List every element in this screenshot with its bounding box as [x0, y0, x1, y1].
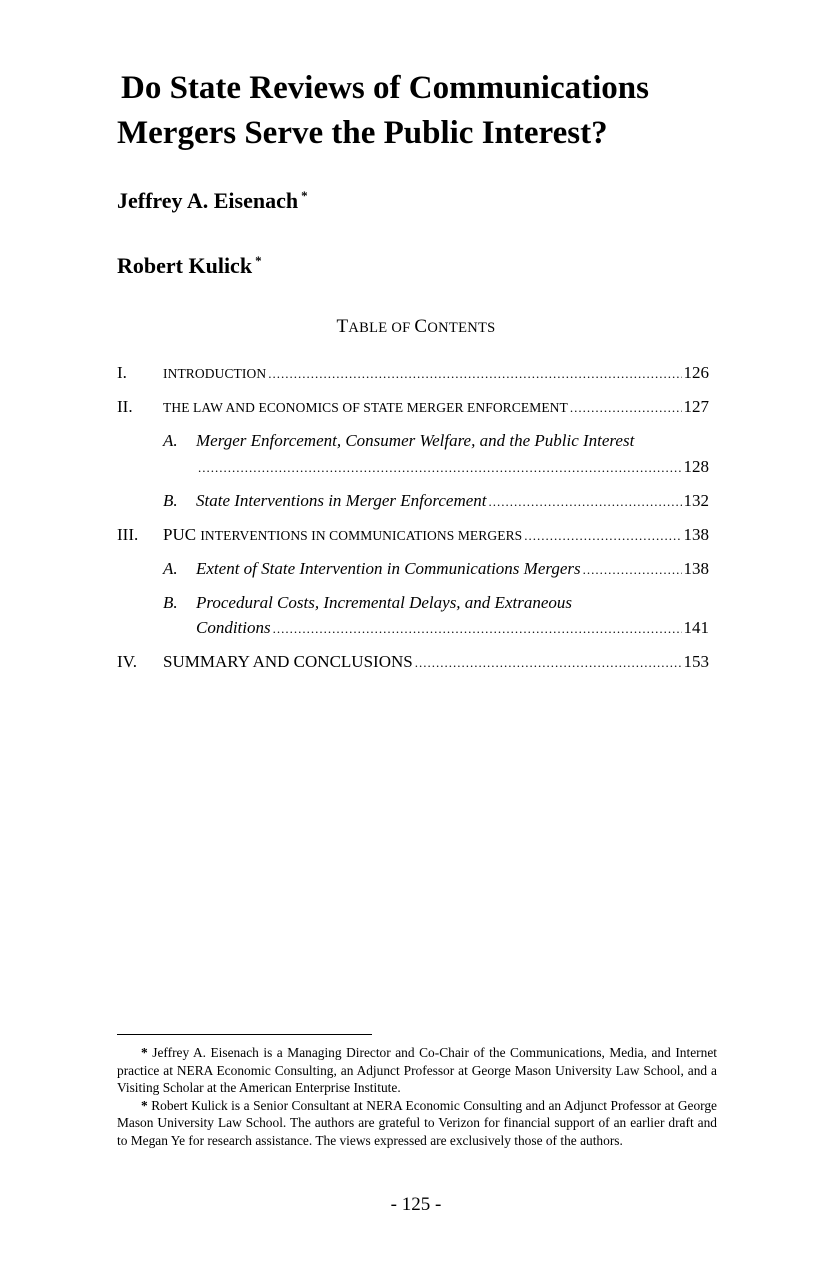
- footnote-mark: *: [141, 1097, 148, 1113]
- toc-heading-small: ABLE OF: [348, 320, 415, 336]
- title-line-1: Do State Reviews of Communications: [121, 70, 649, 106]
- footnote: [117, 1097, 717, 1150]
- toc-entry-label: INTERVENTIONS IN COMMUNICATIONS MERGERS: [200, 528, 523, 543]
- toc-entry-page: 128: [683, 457, 709, 476]
- toc-entry-page: 153: [683, 652, 709, 671]
- toc-leader-dots: [268, 366, 681, 382]
- toc-entry[interactable]: [117, 525, 709, 549]
- author-name: Jeffrey A. Eisenach: [117, 188, 299, 213]
- toc-entry-label-acronym: PUC: [163, 525, 197, 544]
- toc-leader-dots: [583, 562, 682, 578]
- footnotes: [117, 1044, 717, 1149]
- author-footnote-mark[interactable]: *: [255, 252, 262, 268]
- toc-entry-label: State Interventions in Merger Enforcement: [196, 491, 487, 510]
- page-number: - 125 -: [390, 1194, 442, 1215]
- toc-subentry[interactable]: [117, 431, 709, 455]
- toc-entry[interactable]: [117, 652, 709, 676]
- toc-entry-label: Extent of State Intervention in Communications Mergers: [196, 559, 581, 578]
- toc-leader-dots: [570, 400, 682, 416]
- toc-heading-small: ONTENTS: [427, 320, 496, 336]
- author-footnote-mark[interactable]: *: [301, 187, 308, 203]
- toc-subentry[interactable]: [117, 491, 709, 515]
- toc-entry-letter: B.: [163, 491, 178, 510]
- toc-subentry-continuation: [117, 618, 709, 642]
- toc-entry-label: Conditions: [196, 618, 271, 637]
- toc-leader-dots: [273, 621, 682, 637]
- footnote-mark: *: [141, 1045, 148, 1060]
- toc-entry-label: Merger Enforcement, Consumer Welfare, and the Public Interest: [196, 431, 635, 450]
- toc-entry-label: INTRODUCTION: [163, 366, 267, 381]
- toc-subentry[interactable]: [117, 559, 709, 583]
- toc-entry-number: II.: [117, 397, 133, 416]
- toc-entry-number: III.: [117, 525, 139, 544]
- toc-leader-dots: [489, 494, 682, 510]
- toc-entry-label: Procedural Costs, Incremental Delays, and Extraneous: [196, 593, 572, 612]
- toc-entry-page: 138: [683, 559, 709, 578]
- article-title: [117, 66, 737, 156]
- toc-leader-dots: [524, 528, 681, 544]
- footnote-divider: [117, 1034, 372, 1035]
- toc-entry-number: I.: [117, 363, 127, 382]
- title-line-2: Mergers Serve the Public Interest?: [117, 115, 608, 151]
- footnote-text: Jeffrey A. Eisenach is a Managing Director and Co-Chair of the Communications, Media, and Internet practice at NERA Economic Consulting, an Adjunct Professor at George Mason University Law School, and a Visiting Scholar at the American Enterprise Institute.: [117, 1045, 717, 1095]
- toc-entry-page: 141: [683, 618, 709, 637]
- footnote: [117, 1044, 717, 1097]
- toc-entry-label: SUMMARY AND CONCLUSIONS: [163, 652, 413, 671]
- toc-heading-cap: C: [414, 316, 428, 337]
- toc-entry-page: 127: [683, 397, 709, 416]
- toc-entry-letter: A.: [163, 431, 178, 450]
- toc-subentry-continuation: [117, 457, 709, 481]
- toc-leader-dots: [415, 655, 682, 671]
- toc-heading: [0, 316, 832, 338]
- author-kulick: [117, 253, 262, 279]
- author-name: Robert Kulick: [117, 253, 253, 278]
- toc-entry[interactable]: [117, 363, 709, 387]
- toc-entry-number: IV.: [117, 652, 137, 671]
- toc-entry-page: 126: [683, 363, 709, 382]
- footnote-text: Robert Kulick is a Senior Consultant at NERA Economic Consulting and an Adjunct Professor at George Mason University Law School. The authors are grateful to Verizon for financial support of an earlier draft and to Megan Ye for research assistance. The views expressed are exclusively those of the authors.: [117, 1097, 717, 1148]
- toc-heading-cap: T: [336, 316, 349, 337]
- toc-entry[interactable]: [117, 397, 709, 421]
- toc-entry-label: THE LAW AND ECONOMICS OF STATE MERGER ENFORCEMENT: [163, 400, 568, 415]
- toc-entry-page: 132: [683, 491, 709, 510]
- toc-entry-letter: A.: [163, 559, 178, 578]
- toc-subentry[interactable]: [117, 593, 709, 617]
- toc-entry-letter: B.: [163, 593, 178, 612]
- author-eisenach: [117, 188, 308, 214]
- toc-entry-page: 138: [683, 525, 709, 544]
- toc-leader-dots: [198, 460, 682, 476]
